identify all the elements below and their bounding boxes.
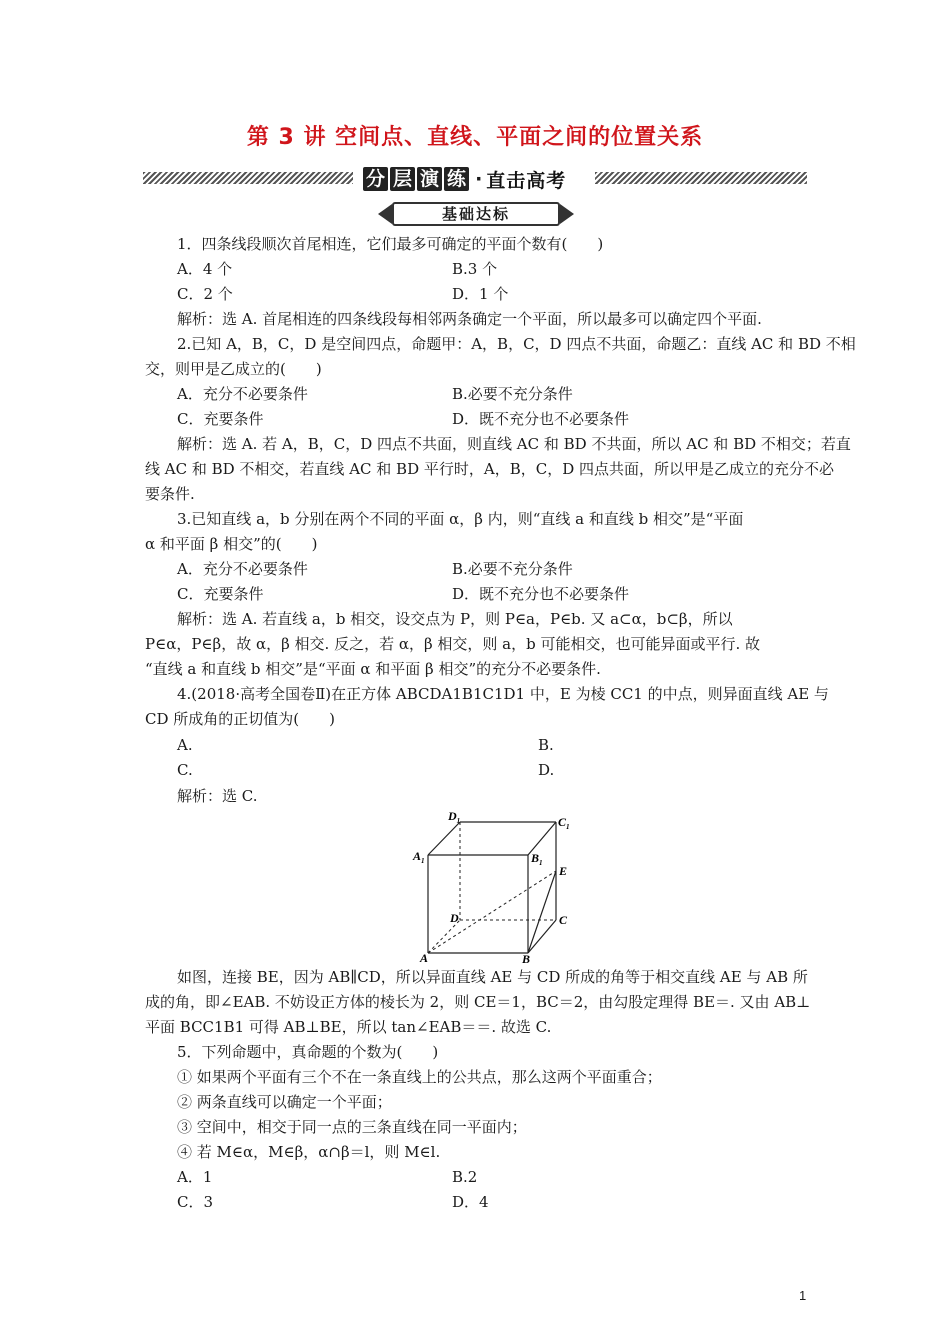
- text-line: D．既不充分也不必要条件: [452, 585, 630, 603]
- text-line: ③ 空间中，相交于同一点的三条直线在同一平面内；: [177, 1118, 527, 1136]
- text-line: C．充要条件: [177, 410, 264, 428]
- text-line: 4.(2018·高考全国卷Ⅱ)在正方体 ABCDA1B1C1D1 中，E 为棱 CC1 的中点，则异面直线 AE 与: [177, 685, 829, 703]
- text-line: 线 AC 和 BD 不相交，若直线 AC 和 BD 平行时，A，B，C，D 四点共面，所以甲是乙成立的充分不必: [145, 460, 834, 478]
- banner-hatch-left: [143, 172, 353, 184]
- banner-box: 分: [363, 167, 388, 191]
- text-line: 解析：选 C.: [177, 787, 258, 805]
- segment-ae: [428, 871, 556, 953]
- text-line: 3.已知直线 a，b 分别在两个不同的平面 α，β 内，则“直线 a 和直线 b 相交”是“平面: [177, 510, 744, 528]
- text-line: A．4 个: [177, 260, 233, 278]
- text-line: C.: [177, 761, 193, 779]
- label-c: C: [559, 913, 568, 927]
- text-line: D．1 个: [452, 285, 509, 303]
- text-line: 平面 BCC1B1 可得 AB⊥BE，所以 tan∠EAB＝＝. 故选 C.: [145, 1018, 552, 1036]
- text-line: P∈α，P∈β，故 α，β 相交. 反之，若 α，β 相交，则 a，b 可能相交，也可能异面或平行. 故: [145, 635, 761, 653]
- label-b: B: [522, 952, 531, 965]
- label-c1: $C_1$: [558, 815, 570, 831]
- text-line: 成的角，即∠EAB. 不妨设正方体的棱长为 2，则 CE＝1，BC＝2，由勾股定理得 BE＝. 又由 AB⊥: [145, 993, 811, 1011]
- edge-a1d1: [428, 822, 460, 855]
- label-d: D: [450, 911, 459, 925]
- section-banner: [143, 166, 807, 192]
- text-line: B.2: [452, 1168, 478, 1186]
- banner-dot: ·: [475, 168, 483, 190]
- edge-bc: [528, 920, 556, 953]
- text-line: 解析：选 A. 首尾相连的四条线段每相邻两条确定一个平面，所以最多可以确定四个平面.: [177, 310, 762, 328]
- banner-text: [363, 166, 566, 192]
- text-line: 1．四条线段顺次首尾相连，它们最多可确定的平面个数有( ): [177, 235, 604, 253]
- label-a: A: [420, 951, 429, 965]
- label-d1: $D_1$: [448, 810, 461, 825]
- text-line: D.: [538, 761, 555, 779]
- text-line: 5．下列命题中，真命题的个数为( ): [177, 1043, 439, 1061]
- text-line: 解析：选 A. 若直线 a，b 相交，设交点为 P，则 P∈a，P∈b. 又 a⊂α，b⊂β，所以: [177, 610, 733, 628]
- page-title: 第 3 讲 空间点、直线、平面之间的位置关系: [246, 125, 704, 150]
- badge-label: 基础达标: [441, 205, 510, 223]
- section-badge: [378, 202, 574, 226]
- banner-box: 练: [444, 167, 469, 191]
- page-number: 1: [799, 1288, 807, 1303]
- text-line: B.必要不充分条件: [452, 560, 573, 578]
- text-line: C．2 个: [177, 285, 233, 303]
- text-line: A．1: [177, 1168, 213, 1186]
- text-line: B.必要不充分条件: [452, 385, 573, 403]
- text-line: 要条件.: [145, 485, 195, 503]
- banner-hatch-right: [595, 172, 807, 184]
- banner-box: 层: [390, 167, 415, 191]
- text-line: ④ 若 M∈α，M∈β，α∩β＝l，则 M∈l.: [177, 1143, 441, 1161]
- text-line: 如图，连接 BE，因为 AB∥CD，所以异面直线 AE 与 CD 所成的角等于相交直线 AE 与 AB 所: [177, 968, 808, 986]
- text-line: ① 如果两个平面有三个不在一条直线上的公共点，那么这两个平面重合；: [177, 1068, 662, 1086]
- text-line: 2.已知 A，B，C，D 是空间四点，命题甲：A，B，C，D 四点不共面，命题乙：直线 AC 和 BD 不相: [177, 335, 856, 353]
- label-e: E: [559, 864, 568, 878]
- text-line: CD 所成角的正切值为( ): [145, 710, 335, 728]
- label-b1: $B_1$: [531, 851, 543, 867]
- text-line: B.3 个: [452, 260, 498, 278]
- text-line: A．充分不必要条件: [177, 385, 308, 403]
- text-line: A.: [177, 736, 193, 754]
- text-line: 交，则甲是乙成立的( ): [145, 360, 322, 378]
- banner-subtitle: 直击高考: [486, 169, 567, 192]
- text-line: A．充分不必要条件: [177, 560, 308, 578]
- label-a1: $A_1$: [413, 849, 425, 865]
- text-line: C．3: [177, 1193, 214, 1211]
- text-line: 解析：选 A. 若 A，B，C，D 四点不共面，则直线 AC 和 BD 不共面，所以 AC 和 BD 不相交；若直: [177, 435, 851, 453]
- text-line: D．既不充分也不必要条件: [452, 410, 630, 428]
- text-line: “直线 a 和直线 b 相交”是“平面 α 和平面 β 相交”的充分不必要条件.: [145, 660, 601, 678]
- text-line: B.: [538, 736, 554, 754]
- text-line: C．充要条件: [177, 585, 264, 603]
- cube-figure: [410, 810, 580, 965]
- text-line: D．4: [452, 1193, 489, 1211]
- text-line: ② 两条直线可以确定一个平面；: [177, 1093, 392, 1111]
- segment-be: [528, 871, 556, 953]
- text-line: α 和平面 β 相交”的( ): [145, 535, 318, 553]
- banner-box: 演: [417, 167, 442, 191]
